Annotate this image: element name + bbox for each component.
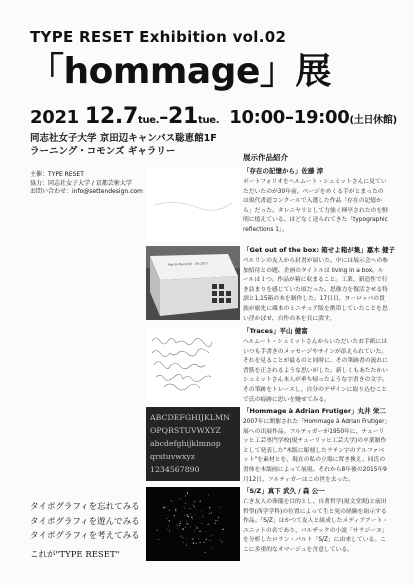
tagline-1: タイポグラフィを忘れてみる bbox=[30, 502, 140, 512]
exhibition-dates bbox=[30, 104, 397, 129]
works-section-title: 展示作品紹介 bbox=[243, 153, 288, 162]
work-image-2 bbox=[146, 246, 240, 320]
alphabet-line-1: ABCDEFGHIJKLMN bbox=[150, 413, 230, 422]
work-entry-5 bbox=[243, 487, 389, 556]
work-entry-3 bbox=[243, 327, 389, 405]
alphabet-line-2: OPQRSTUVWXYZ bbox=[150, 426, 221, 435]
work-image-4 bbox=[146, 407, 240, 481]
tagline-2: タイポグラフィを遊んでみる bbox=[30, 516, 140, 527]
work-entry-2 bbox=[243, 246, 395, 324]
organizer-support: 協力：同志社女子大学 / 京都芸術大学 bbox=[30, 179, 132, 187]
work-description-1: ポートフォリオをヘルムート・シュミットさんに見ていただいたのが30年前。ページをめくる手がとまったのは現代書道コンクールで入選した作品「存在の記憶から」だった。タレニヤリとして力強く揮亭されたのを鮮明に憶えている。ほどなく送られてきた「typographic reflections 1」。 bbox=[243, 179, 388, 233]
venue-line-2: ラーニング・コモンズ ギャラリー bbox=[30, 146, 176, 157]
work-description-3: ヘルムート・シュミットさんからいただいたお手紙にはいつも手書きのメッセージやサインが添えられていた。それを見ることが最るのと同時に、その筆跡書の流れに背筋を正されるような思いがした。新しくもあたたかいシュミットさん本人が垂ち帰ったような字書きの文字。その筆跡をトレースし、自分のデザインに取り込むことで氏の痕跡に思いを馳せてみる。 bbox=[243, 339, 388, 403]
venue-info bbox=[30, 132, 217, 158]
alphabet-specimen bbox=[150, 411, 230, 476]
work-title-3: 「Traces」平山 健富 bbox=[243, 327, 308, 335]
alphabet-line-4: qrstuvwxyz bbox=[150, 452, 195, 461]
work-image-1 bbox=[146, 167, 240, 241]
organizer-info bbox=[30, 171, 143, 197]
work-entry-1 bbox=[243, 167, 389, 236]
date-dash: – bbox=[159, 107, 168, 128]
date-end: 21 bbox=[167, 104, 198, 129]
date-start-day: tue. bbox=[137, 115, 160, 126]
work-title-5: 「S/Z」真下 武久 / 森 公一 bbox=[243, 487, 325, 495]
work-image-5 bbox=[146, 487, 240, 561]
date-time: 10:00–19:00 bbox=[229, 107, 350, 128]
work-title-1: 「存在の記憶から」佐藤 淳 bbox=[243, 167, 324, 175]
tagline-4: これが"TYPE RESET" bbox=[30, 549, 120, 560]
organizer-host: 主催：TYPE RESET bbox=[30, 171, 84, 178]
work-title-4: 「Hommage à Adrian Frutiger」丸井 栄二 bbox=[243, 407, 386, 415]
date-year: 2021 bbox=[30, 107, 79, 128]
alphabet-line-5: 1234567890 bbox=[150, 465, 200, 474]
work-description-5: 亡き友人の葬儀を目的とし、自著哲学(現文堂間)と前田哲學(西学学科)の位置によって生と死の経験を組示する作品。「S/Z」はかつて友人と組成したメディアアート・ユニットの名であり、バルザックの小説「サラジーヌ」を分析したロラン・バルト「S/Z」に由来している。ここに多重的なオマージュを含意している。 bbox=[243, 499, 389, 553]
work-description-2: ペルリンの友人から封書が届いた。中には展示会への参加招待との題。企画のタイトルは living in a box。ルールは１つ。作品が箱に収まること。工業、新造性で行き詰まりを感じていた頃だった。思像力を復活させる特訓と1,15箱の本を制作した。17日目、ヨーロッパの貴族が旅先に蔵本のミニチュア版を携帯していたことを思い浮かばせ、自作の本を貝に潰す。 bbox=[243, 258, 388, 322]
organizer-contact: お問い合わせ：info@settendesign.com bbox=[30, 188, 143, 195]
venue-line-1: 同志社女子大学 京田辺キャンパス聡恵館1F bbox=[30, 133, 217, 144]
exhibition-title: 「hommage」展 bbox=[28, 51, 331, 92]
work-entry-4 bbox=[243, 407, 389, 485]
work-title-2: 「Get out of the box: 箱せよ箱が集」嘉木 健子 bbox=[243, 246, 395, 254]
box-label: Martin Mainz 06 – 09.2017 bbox=[167, 261, 208, 267]
taglines bbox=[30, 500, 140, 562]
date-note: (土日休館) bbox=[349, 115, 397, 126]
work-image-3 bbox=[146, 327, 240, 401]
sz-speckle-art bbox=[146, 487, 240, 561]
work-description-4: 2007年に開催された「Hommage à Adrian Frutiger」展への出展作品。フルティガーが1950年に、チューリッヒ工芸専門学校(現チューリッヒ工芸大学)の卒業制作として発表した"木版に彫刻したラテン字のアルファベット"を素材とを、現在の私の立場に置き換え、同氏の書体を木版画によって展現。それから8年後の2015年9月12日、フルティガーはこの世を去った。 bbox=[243, 419, 388, 483]
exhibition-header: TYPE RESET Exhibition vol.02 bbox=[30, 28, 287, 46]
alphabet-line-3: abcdefghijklmnop bbox=[150, 439, 221, 448]
date-end-day: tue. bbox=[197, 115, 220, 126]
tagline-3: タイポグラフィを考えてみる bbox=[30, 531, 140, 541]
date-start: 12.7 bbox=[84, 104, 138, 129]
